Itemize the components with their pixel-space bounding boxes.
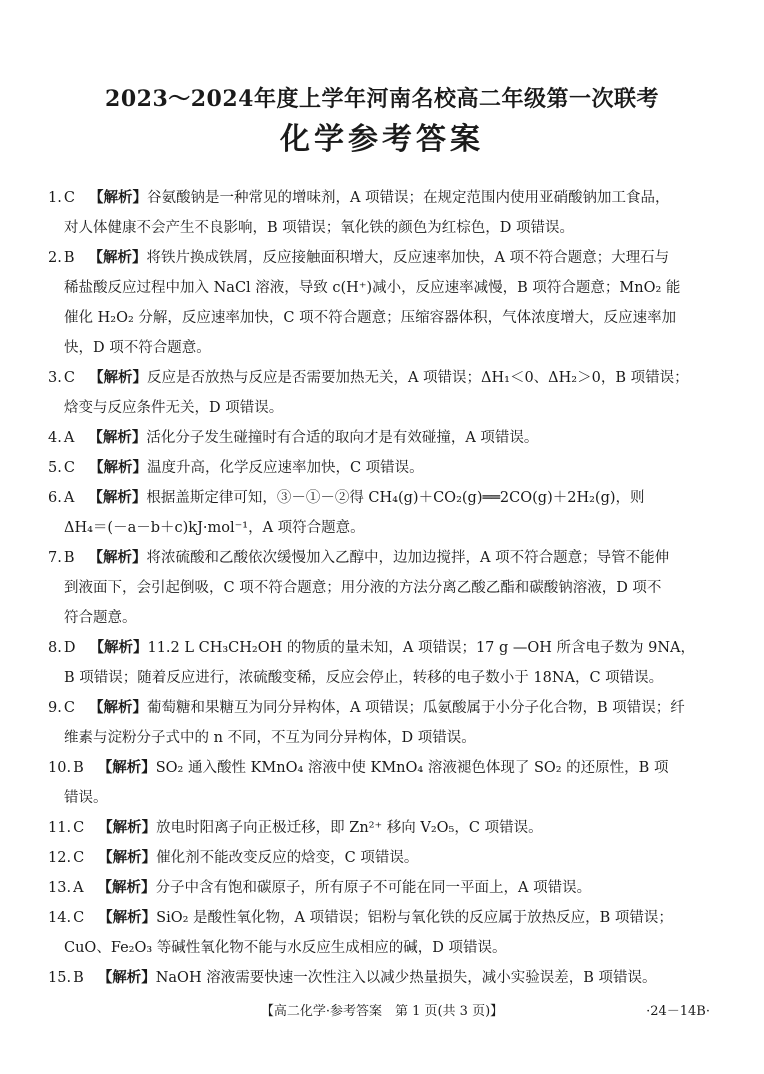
item-explanation-line: 符合题意。 — [64, 610, 137, 626]
item-explanation-line: 谷氨酸钠是一种常见的增味剂，A 项错误；在规定范围内使用亚硝酸钠加工食品， — [146, 190, 670, 206]
item-explanation-line: 错误。 — [64, 790, 108, 806]
item-continuation — [48, 573, 728, 603]
page-footer — [0, 1000, 764, 1022]
item-analysis-tag: 【解析】 — [98, 909, 157, 926]
footer-code: ·24－14B· — [646, 1004, 710, 1019]
answer-item — [48, 183, 728, 243]
item-explanation-line: 催化剂不能改变反应的焓变，C 项错误。 — [156, 850, 419, 866]
item-explanation-line: CuO、Fe₂O₃ 等碱性氧化物不能与水反应生成相应的碱，D 项错误。 — [64, 940, 507, 956]
item-analysis-tag: 【解析】 — [88, 249, 147, 266]
item-answer: B — [63, 550, 75, 566]
item-explanation-line: 稀盐酸反应过程中加入 NaCl 溶液，导致 c(H⁺)减小，反应速率减慢，B 项符合题意；MnO₂ 能 — [64, 280, 681, 296]
item-explanation-line: 反应是否放热与反应是否需要加热无关，A 项错误；ΔH₁＜0、ΔH₂＞0，B 项错误； — [146, 370, 689, 386]
item-analysis-tag: 【解析】 — [88, 489, 147, 506]
item-explanation-line: 根据盖斯定律可知，③－①－②得 CH₄(g)＋CO₂(g)══2CO(g)＋2H₂(g)，则 — [146, 490, 645, 506]
item-number: 1. — [48, 190, 62, 206]
item-answer: A — [63, 430, 75, 446]
item-number: 12. — [48, 850, 72, 866]
item-analysis-tag: 【解析】 — [97, 969, 156, 986]
item-continuation — [48, 213, 728, 243]
answer-item — [48, 423, 728, 453]
item-number: 14. — [48, 910, 72, 926]
item-analysis-tag: 【解析】 — [97, 759, 156, 776]
item-number: 3. — [48, 370, 62, 386]
item-number: 13. — [48, 880, 72, 896]
page-title: 2023～2024年度上学年河南名校高二年级第一次联考 — [105, 86, 659, 112]
item-explanation-line: 葡萄糖和果糖互为同分异构体，A 项错误；瓜氨酸属于小分子化合物，B 项错误；纤 — [146, 700, 685, 716]
item-analysis-tag: 【解析】 — [97, 879, 156, 896]
item-answer: A — [63, 490, 75, 506]
item-analysis-tag: 【解析】 — [98, 819, 157, 836]
item-answer: C — [73, 820, 85, 836]
answer-item — [48, 903, 728, 963]
item-number: 4. — [48, 430, 62, 446]
item-number: 10. — [48, 760, 72, 776]
item-continuation — [48, 303, 728, 333]
item-analysis-tag: 【解析】 — [88, 699, 147, 716]
answer-item — [48, 843, 728, 873]
answer-item — [48, 453, 728, 483]
item-analysis-tag: 【解析】 — [88, 429, 147, 446]
answer-item — [48, 363, 728, 423]
item-explanation-line: SO₂ 通入酸性 KMnO₄ 溶液中使 KMnO₄ 溶液褪色体现了 SO₂ 的还原性，B 项 — [155, 760, 669, 776]
item-explanation-line: 11.2 L CH₃CH₂OH 的物质的量未知，A 项错误；17 g —OH 所含电子数为 9NA， — [147, 640, 696, 656]
item-number: 15. — [48, 970, 72, 986]
item-explanation-line: 将铁片换成铁屑，反应接触面积增大，反应速率加快，A 项不符合题意；大理石与 — [146, 250, 670, 266]
answer-item — [48, 873, 728, 903]
item-number: 9. — [48, 700, 62, 716]
item-analysis-tag: 【解析】 — [98, 849, 157, 866]
footer-page-info: 【高二化学·参考答案 第 1 页(共 3 页)】 — [260, 1004, 504, 1019]
answer-item — [48, 963, 728, 993]
item-answer: C — [73, 850, 85, 866]
item-answer: C — [63, 460, 75, 476]
item-explanation-line: 对人体健康不会产生不良影响，B 项错误；氧化铁的颜色为红棕色，D 项错误。 — [64, 220, 574, 236]
item-analysis-tag: 【解析】 — [88, 459, 147, 476]
item-explanation-line: 催化 H₂O₂ 分解，反应速率加快，C 项不符合题意；压缩容器体积，气体浓度增大，反应速率加 — [64, 310, 677, 326]
item-answer: A — [73, 880, 84, 896]
answer-item — [48, 633, 728, 693]
item-number: 5. — [48, 460, 62, 476]
item-continuation — [48, 723, 728, 753]
item-continuation — [48, 783, 728, 813]
item-analysis-tag: 【解析】 — [88, 189, 147, 206]
item-explanation-line: 焓变与反应条件无关，D 项错误。 — [64, 400, 284, 416]
item-number: 7. — [48, 550, 62, 566]
item-answer: C — [63, 700, 75, 716]
item-answer: D — [63, 640, 76, 656]
answer-list — [48, 183, 728, 993]
item-explanation-line: 快，D 项不符合题意。 — [64, 340, 211, 356]
answer-item — [48, 543, 728, 633]
answer-item — [48, 813, 728, 843]
item-explanation-line: 分子中含有饱和碳原子，所有原子不可能在同一平面上，A 项错误。 — [155, 880, 592, 896]
item-number: 11. — [48, 820, 72, 836]
item-continuation — [48, 513, 728, 543]
item-explanation-line: 活化分子发生碰撞时有合适的取向才是有效碰撞，A 项错误。 — [146, 430, 539, 446]
item-answer: B — [73, 760, 84, 776]
item-continuation — [48, 663, 728, 693]
answer-item — [48, 243, 728, 363]
item-answer: B — [73, 970, 84, 986]
item-explanation-line: 维素与淀粉分子式中的 n 不同，不互为同分异构体，D 项错误。 — [64, 730, 476, 746]
item-answer: C — [63, 190, 75, 206]
item-continuation — [48, 273, 728, 303]
item-answer: C — [73, 910, 85, 926]
item-analysis-tag: 【解析】 — [88, 369, 147, 386]
item-number: 8. — [48, 640, 62, 656]
item-number: 2. — [48, 250, 62, 266]
item-continuation — [48, 933, 728, 963]
item-explanation-line: 温度升高，化学反应速率加快，C 项错误。 — [146, 460, 424, 476]
item-explanation-line: ΔH₄＝(－a－b＋c)kJ·mol⁻¹，A 项符合题意。 — [64, 520, 365, 536]
item-explanation-line: B 项错误；随着反应进行，浓硫酸变稀，反应会停止，转移的电子数小于 18NA，C 项错误。 — [64, 670, 664, 686]
item-explanation-line: 到液面下，会引起倒吸，C 项不符合题意；用分液的方法分离乙酸乙酯和碳酸钠溶液，D 项不 — [64, 580, 662, 596]
item-explanation-line: 将浓硫酸和乙酸依次缓慢加入乙醇中，边加边搅拌，A 项不符合题意；导管不能伸 — [146, 550, 670, 566]
item-analysis-tag: 【解析】 — [88, 549, 147, 566]
answer-item — [48, 483, 728, 543]
item-answer: C — [63, 370, 75, 386]
item-explanation-line: NaOH 溶液需要快速一次性注入以减少热量损失，减小实验误差，B 项错误。 — [155, 970, 657, 986]
answer-item — [48, 753, 728, 813]
item-explanation-line: SiO₂ 是酸性氧化物，A 项错误；铝粉与氧化铁的反应属于放热反应，B 项错误； — [156, 910, 673, 926]
item-number: 6. — [48, 490, 62, 506]
page-subtitle: 化学参考答案 — [280, 122, 484, 157]
item-continuation — [48, 333, 728, 363]
item-answer: B — [63, 250, 75, 266]
item-continuation — [48, 603, 728, 633]
item-explanation-line: 放电时阳离子向正极迁移，即 Zn²⁺ 移向 V₂O₅，C 项错误。 — [156, 820, 543, 836]
item-continuation — [48, 393, 728, 423]
answer-item — [48, 693, 728, 753]
item-analysis-tag: 【解析】 — [89, 639, 148, 656]
